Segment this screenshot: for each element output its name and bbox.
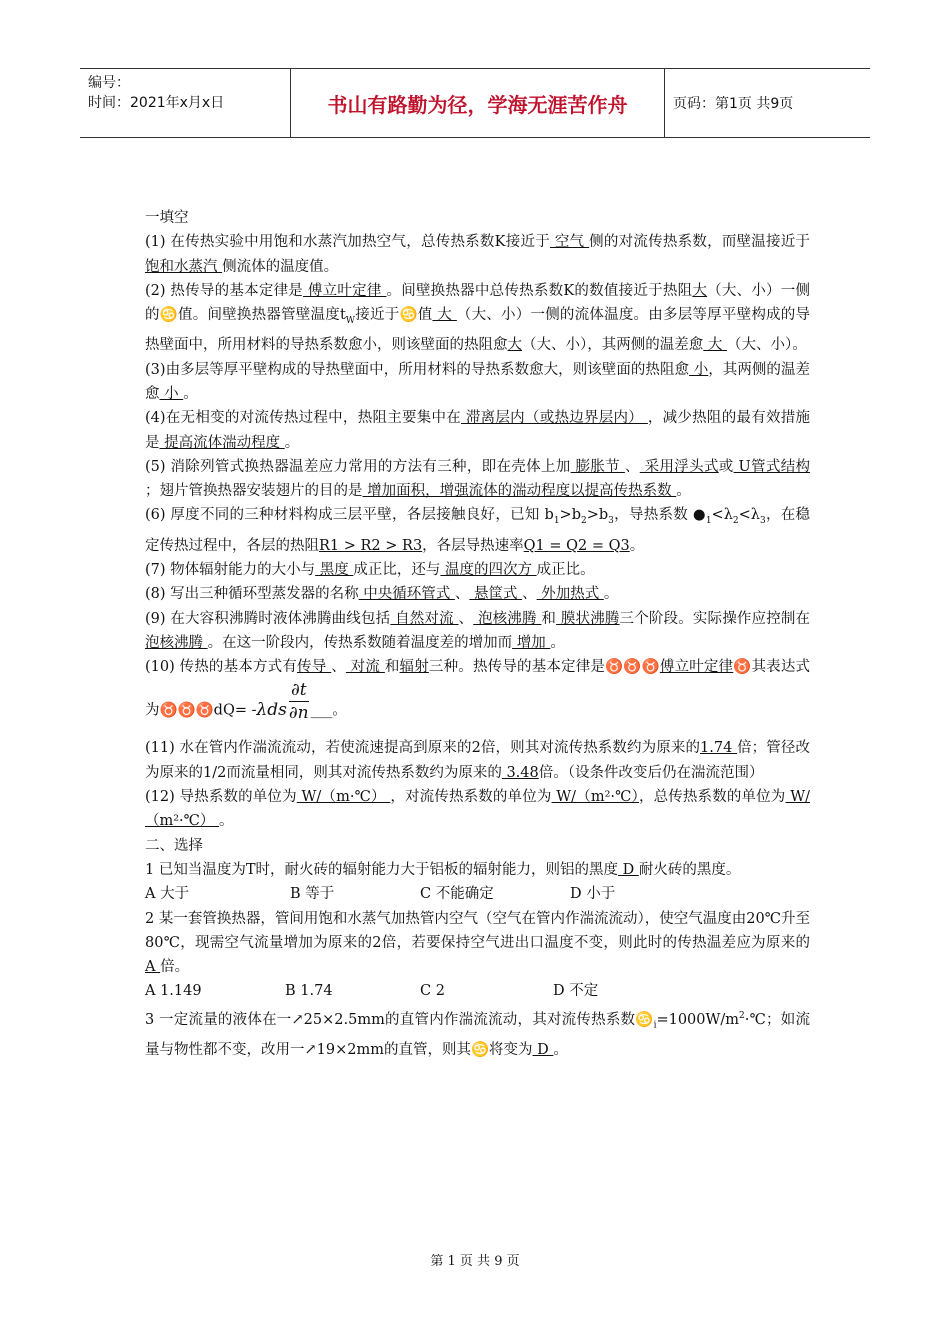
section-title-fill: 一填空 xyxy=(145,210,189,226)
answer: 增加面积，增强流体的湍动程度以提高传热系数 xyxy=(362,483,677,500)
answer: W/（m²·℃） xyxy=(551,789,639,806)
choice-1: 1 已知当温度为T时，耐火砖的辐射能力大于铝板的辐射能力，则铝的黑度 D 耐火砖的黑度。 xyxy=(145,861,741,878)
choice-2: 2 某一套管换热器，管间用饱和水蒸气加热管内空气（空气在管内作湍流流动），使空气温度由20℃升至80℃，现需空气流量增加为原来的2倍，若要保持空气进出口温度不变，则此时的传热温差应为原来的 A 倍。 xyxy=(145,910,810,976)
document-body xyxy=(145,206,810,1062)
answer: 增加 xyxy=(512,634,551,651)
answer: 泡核沸腾 xyxy=(473,610,542,627)
answer: 大 xyxy=(692,282,708,299)
answer: 悬筐式 xyxy=(469,586,523,603)
answer: 外加热式 xyxy=(536,586,604,603)
fourier-formula: λds $\frac{\partial t}{\partial n}$ xyxy=(256,680,309,724)
answer: 傅立叶定律 xyxy=(659,659,734,676)
answer: 中央循环管式 xyxy=(358,586,455,603)
answer: 温度的四次方 xyxy=(440,561,537,578)
answer: 传导 xyxy=(297,659,332,676)
section-title-choice: 二、选择 xyxy=(145,837,203,854)
answer: 3.48 xyxy=(501,764,539,781)
question-7: (7) 物体辐射能力的大小与 黑度 成正比，还与 温度的四次方 成正比。 xyxy=(145,561,595,578)
answer: Q1 = Q2 = Q3 xyxy=(523,537,630,554)
choice-1-options xyxy=(145,882,810,906)
answer: 小 xyxy=(159,385,184,402)
option: A 大于 xyxy=(145,886,190,903)
answer: 辐射 xyxy=(399,659,429,676)
choice-2-options xyxy=(145,979,810,1003)
fraction: $\frac{\partial t}{\partial n}$ xyxy=(288,680,309,724)
answer: 膜状沸腾 xyxy=(556,610,620,627)
option: C 不能确定 xyxy=(420,886,494,903)
answer: 提高流体湍动程度 xyxy=(159,434,285,451)
answer: D xyxy=(532,1041,554,1058)
option: C 2 xyxy=(420,983,445,1000)
header-page-info: 页码：第1页 共9页 xyxy=(673,96,794,112)
answer: U管式结构 xyxy=(733,458,811,475)
header-motto: 书山有路勤为径，学海无涯苦作舟 xyxy=(291,69,665,137)
answer: 黑度 xyxy=(315,561,354,578)
question-6: (6) 厚度不同的三种材料构成三层平壁，各层接触良好，已知 $b_1>b_2>b_3$，导热系数 $●_1<\lambda_2<\lambda_3$，在稳定传热过程中，各层的热阻R1 > R2 > R3，各层导热速率Q1 = Q2 = Q3。 xyxy=(145,507,811,554)
question-12: (12) 导热系数的单位为 W/（m·℃） ，对流传热系数的单位为 W/（m²·℃），总传热系数的单位为 W/（m²·℃） 。 xyxy=(145,789,811,830)
answer: W/（m²·℃） xyxy=(145,789,811,830)
question-10: (10) 传热的基本方式有传导 、 对流 和辐射三种。热传导的基本定律是♉♉♉傅立叶定律♉其表达式为♉♉♉dQ= - λds $\frac{\partial t}{\partial n}$ ___。 xyxy=(145,659,811,724)
answer: 小 xyxy=(689,361,709,378)
number-label: 编号： xyxy=(88,75,130,91)
answer: A xyxy=(145,959,161,976)
answer: 膨胀节 xyxy=(570,458,625,475)
choice-3: 3 一定流量的液体在一↗25×2.5mm的直管内作湍流流动，其对流传热系数$♋_i=1000W/m^2\cdot℃$；如流量与物性都不变，改用一↗19×2mm的直管，则其♋将变为 D 。 xyxy=(145,1010,810,1058)
answer: 对流 xyxy=(345,659,385,676)
question-8: (8) 写出三种循环型蒸发器的名称 中央循环管式 、 悬筐式 、 外加热式 。 xyxy=(145,586,619,603)
question-5: (5) 消除列管式换热器温差应力常用的方法有三种，即在壳体上加 膨胀节 、 采用浮头式或 U管式结构 ；翅片管换热器安装翅片的目的是 增加面积，增强流体的湍动程度以提高传热系数 。 xyxy=(145,458,811,500)
option: B 等于 xyxy=(290,886,335,903)
answer: 傅立叶定律 xyxy=(303,282,387,299)
question-1: (1) 在传热实验中用饱和水蒸汽加热空气，总传热系数K接近于 空气 侧的对流传热系数，而壁温接近于 饱和水蒸汽 侧流体的温度值。 xyxy=(145,234,811,275)
answer: 大 xyxy=(507,337,522,354)
answer: 大 xyxy=(703,337,727,354)
answer: R1 > R2 > R3 xyxy=(319,537,423,554)
option: D 不定 xyxy=(553,983,599,1000)
answer: W/（m·℃） xyxy=(296,789,391,806)
header-left xyxy=(80,69,291,137)
question-4: (4)在无相变的对流传热过程中，热阻主要集中在 滞离层内（或热边界层内） ，减少热阻的最有效措施是 提高流体湍动程度 。 xyxy=(145,410,810,451)
answer: 1.74 xyxy=(700,740,738,757)
option: A 1.149 xyxy=(145,983,202,1000)
question-2: (2) 热传导的基本定律是 傅立叶定律 。间壁换热器中总传热系数K的数值接近于热阻大（大、小）一侧的♋值。间壁换热器管壁温度$t_W$接近于♋值 大 （大、小）一侧的流体温度。由多层等厚平壁构成的导热壁面中，所用材料的导热系数愈小，则该壁面的热阻愈大（大、小），其两侧的温差愈 大 （大、小）。 xyxy=(145,282,811,354)
answer: 自然对流 xyxy=(390,610,459,627)
question-3: (3)由多层等厚平壁构成的导热壁面中，所用材料的导热系数愈大，则该壁面的热阻愈 小，其两侧的温差愈 小 。 xyxy=(145,361,811,402)
answer: 采用浮头式 xyxy=(639,458,719,475)
answer: 饱和水蒸汽 xyxy=(145,258,223,275)
option: D 小于 xyxy=(570,886,616,903)
answer: 滞离层内（或热边界层内） xyxy=(461,410,648,427)
answer: 大 xyxy=(432,307,457,324)
answer: 空气 xyxy=(549,234,590,251)
time-label: 时间：2021年x月x日 xyxy=(88,95,225,111)
page-header xyxy=(80,68,870,138)
page-footer: 第 1 页 共 9 页 xyxy=(430,1254,520,1269)
question-11: (11) 水在管内作湍流流动，若使流速提高到原来的2倍，则其对流传热系数约为原来的1.74 倍；管径改为原来的1/2而流量相同，则其对流传热系数约为原来的 3.48倍。（设条件改变后仍在湍流范围） xyxy=(145,740,810,781)
option: B 1.74 xyxy=(285,983,333,1000)
question-9: (9) 在大容积沸腾时液体沸腾曲线包括 自然对流 、 泡核沸腾 和 膜状沸腾三个阶段。实际操作应控制在 泡核沸腾 。在这一阶段内，传热系数随着温度差的增加而 增加 。 xyxy=(145,610,811,651)
answer: 泡核沸腾 xyxy=(145,634,208,651)
answer: D xyxy=(618,861,639,878)
